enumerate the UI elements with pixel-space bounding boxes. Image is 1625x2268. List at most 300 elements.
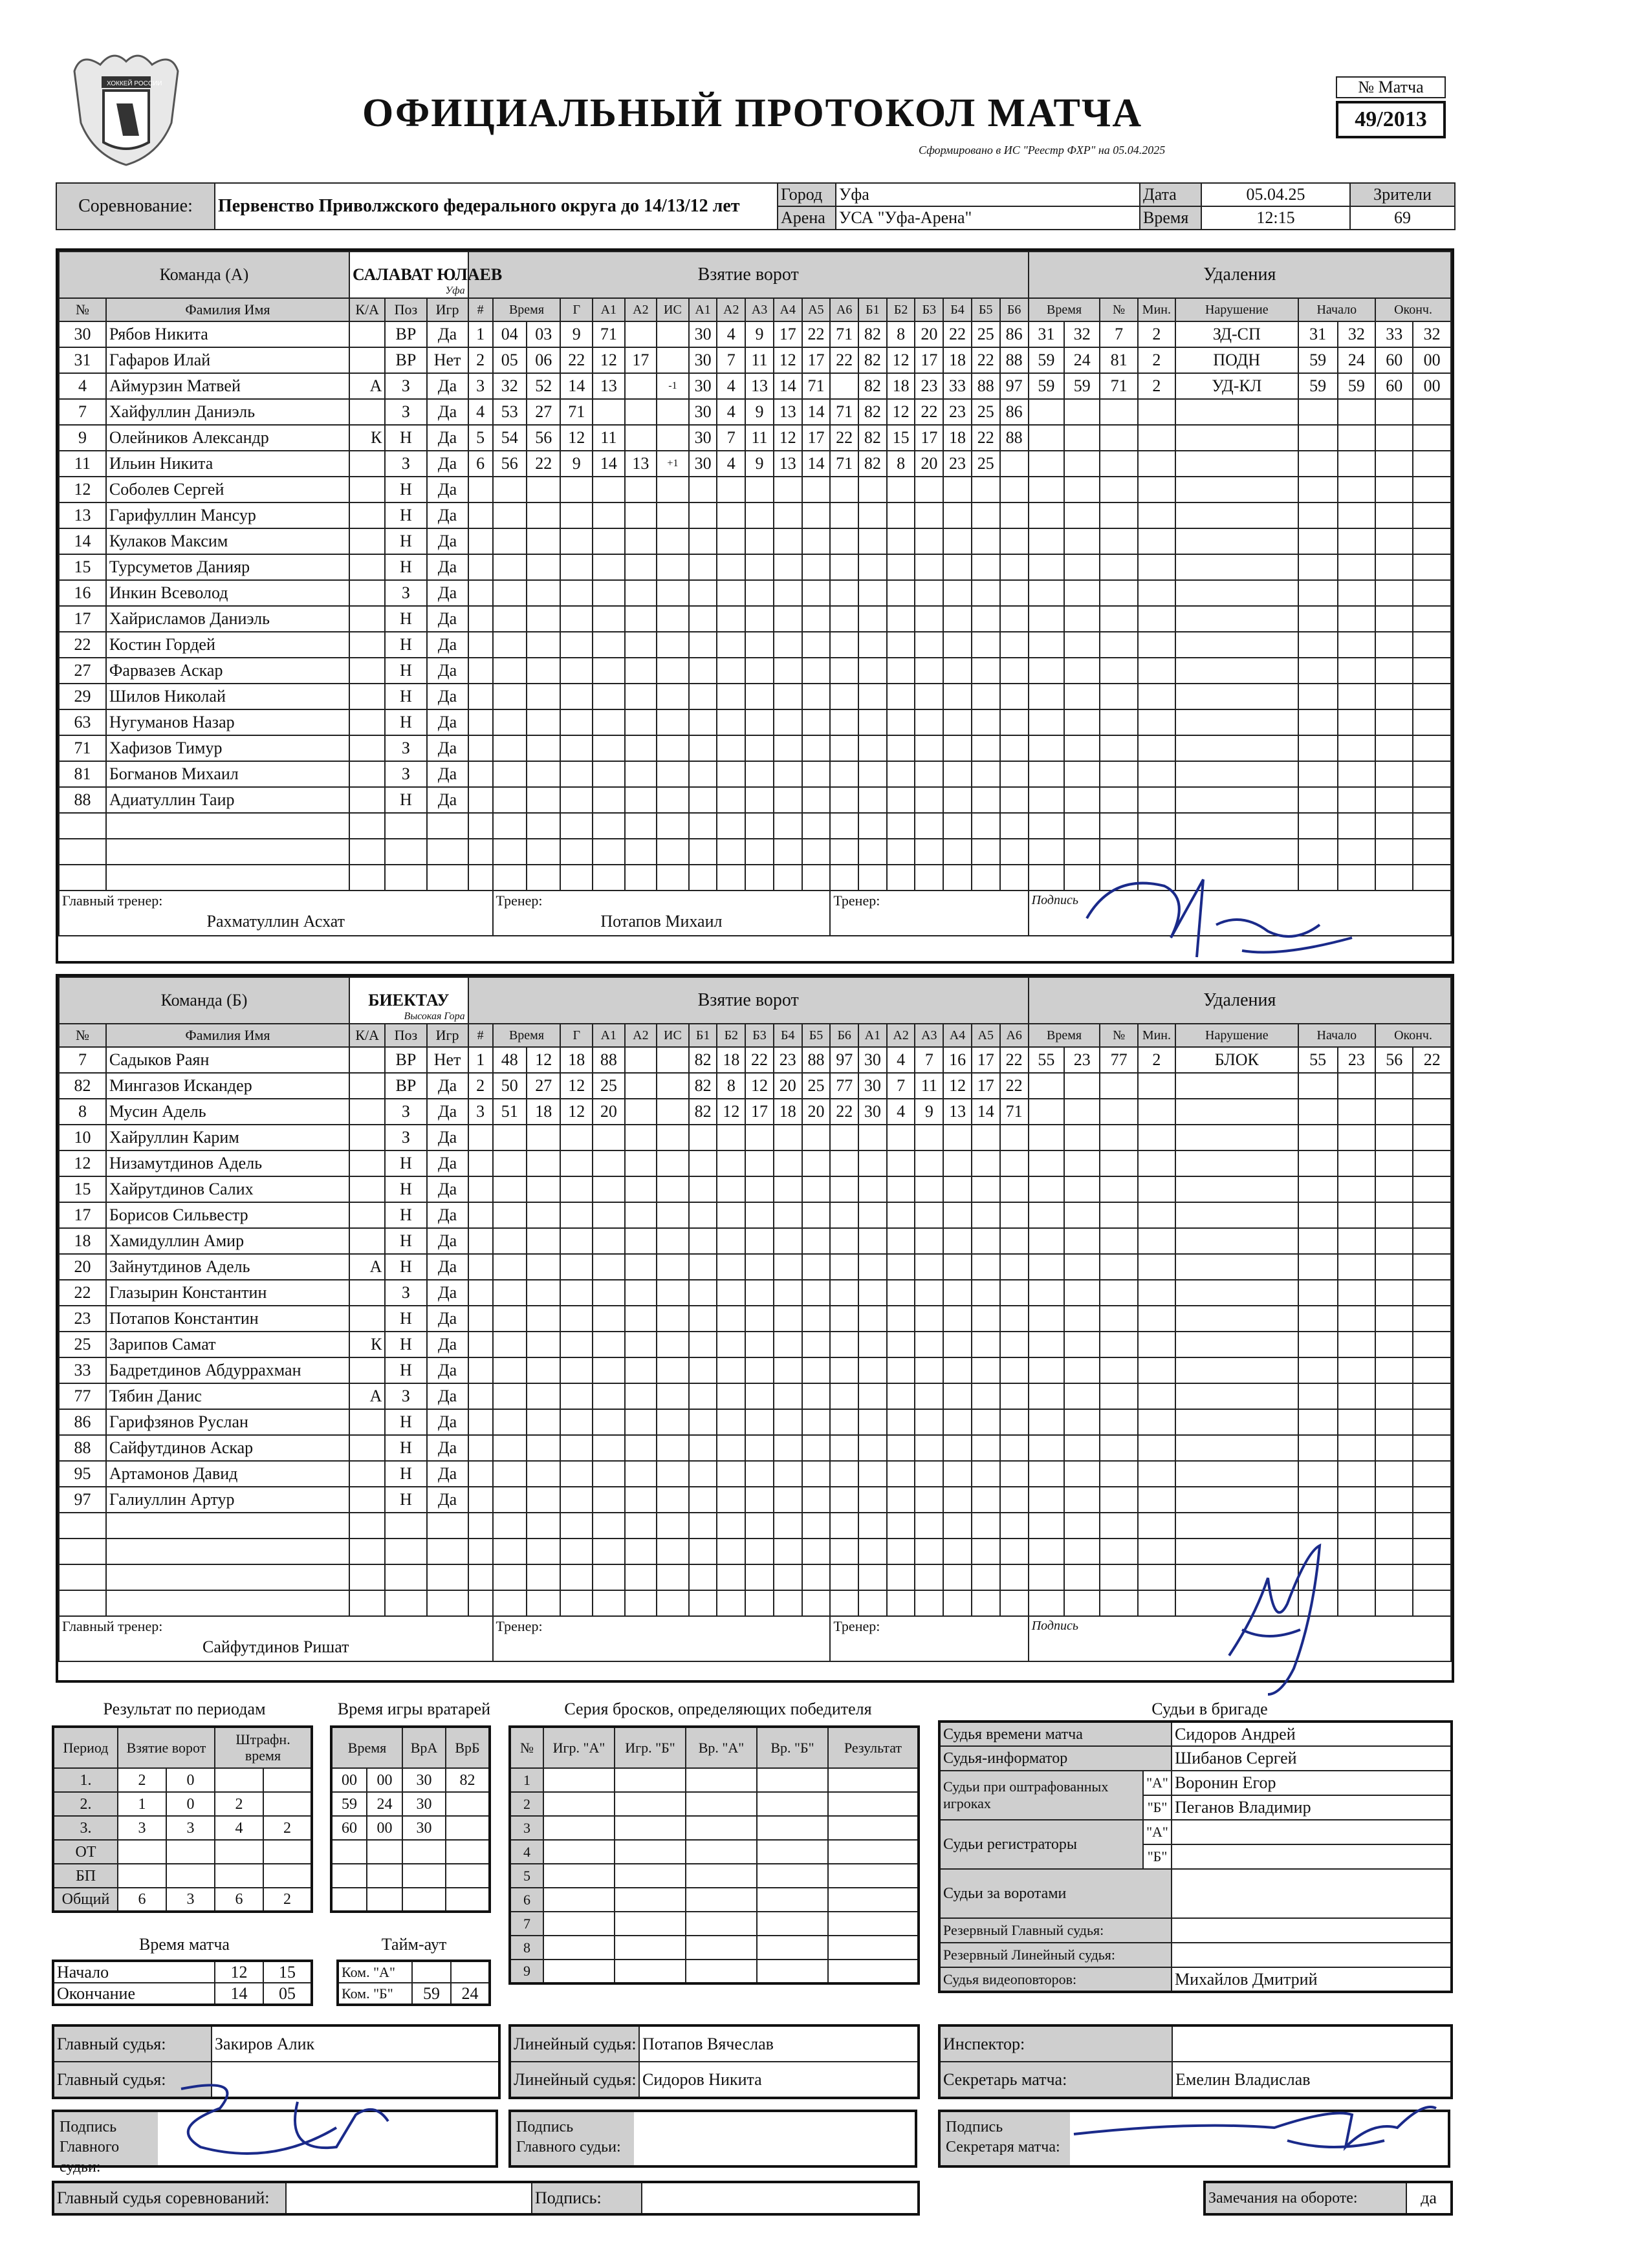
goal-cell: [1000, 1176, 1029, 1202]
player-number: 18: [59, 1228, 106, 1254]
player-played: Да: [427, 735, 468, 761]
team_a-col-onice: А2: [717, 298, 745, 321]
goal-cell: [560, 1280, 593, 1306]
goal-cell: [689, 580, 717, 606]
goal-cell: [527, 735, 560, 761]
player-name: Мингазов Искандер: [106, 1073, 349, 1099]
results-col-goals: Взятие ворот: [118, 1727, 215, 1768]
goal-cell: [830, 1539, 858, 1564]
goal-cell: [689, 684, 717, 709]
goal-cell: [830, 580, 858, 606]
goal-cell: 30: [858, 1099, 887, 1125]
goal-cell: [625, 321, 657, 347]
goal-cell: [493, 580, 527, 606]
goal-cell: [493, 839, 527, 865]
goal-cell: 22: [830, 347, 858, 373]
player-number: 4: [59, 373, 106, 399]
player-captain: [349, 399, 385, 425]
goal-cell: 13: [625, 451, 657, 477]
penalty-cell: [1298, 1383, 1338, 1409]
shootout-row: [510, 1936, 919, 1960]
goal-cell: [915, 1228, 943, 1254]
player-name: Глазырин Константин: [106, 1280, 349, 1306]
penalty-cell: [1100, 1590, 1137, 1616]
player-played: Да: [427, 321, 468, 347]
penalty-cell: [1138, 1487, 1175, 1513]
goal-cell: [657, 658, 689, 684]
goal-cell: [972, 1513, 1000, 1539]
goal-cell: [745, 709, 774, 735]
team_a-col-is: ИС: [657, 298, 689, 321]
goal-cell: [830, 865, 858, 891]
line-ref-sig-label: Подпись Главного судьи:: [511, 2112, 634, 2165]
results-cell: 3: [166, 1816, 215, 1840]
goal-cell: [560, 709, 593, 735]
penalty-cell: [1064, 1487, 1100, 1513]
bottom-sig-value: [642, 2182, 919, 2214]
goal-cell: [887, 735, 915, 761]
goal-cell: [593, 839, 625, 865]
penalty-cell: [1175, 1306, 1298, 1332]
goal-cell: 12: [527, 1047, 560, 1073]
goal-cell: 17: [802, 425, 831, 451]
goal-cell: 33: [943, 373, 972, 399]
goal-cell: [887, 1383, 915, 1409]
goal-cell: [717, 1306, 745, 1332]
player-position: Н: [385, 425, 426, 451]
goal-cell: [745, 1150, 774, 1176]
penalty-cell: [1338, 684, 1375, 709]
goal-cell: [972, 580, 1000, 606]
penalty-cell: [1029, 1590, 1064, 1616]
team-a-section: [56, 248, 1454, 964]
goal-cell: [858, 477, 887, 502]
player-position: Н: [385, 632, 426, 658]
goal-cell: [527, 528, 560, 554]
goal-cell: [560, 528, 593, 554]
penalty-cell: [1175, 528, 1298, 554]
penalty-cell: [1175, 554, 1298, 580]
player-name: Аймурзин Матвей: [106, 373, 349, 399]
player-number: 71: [59, 735, 106, 761]
goal-cell: [657, 1306, 689, 1332]
penalty-cell: [1138, 425, 1175, 451]
penalty-cell: [1413, 528, 1451, 554]
player-name: Ильин Никита: [106, 451, 349, 477]
goal-cell: [887, 813, 915, 839]
goal-cell: 16: [943, 1047, 972, 1073]
penalty-cell: [1413, 1383, 1451, 1409]
penalty-cell: [1029, 1306, 1064, 1332]
goalies-cell: [402, 1840, 446, 1864]
goal-cell: [560, 1254, 593, 1280]
goal-cell: 4: [717, 321, 745, 347]
goal-cell: [468, 761, 493, 787]
goal-cell: [887, 1306, 915, 1332]
goal-cell: [468, 554, 493, 580]
team_b-goals-header: Взятие ворот: [468, 977, 1029, 1024]
team_a-coach-cell: [493, 891, 831, 936]
goal-cell: [493, 1590, 527, 1616]
goal-cell: [943, 1461, 972, 1487]
results-cell: 3.: [53, 1816, 118, 1840]
goal-cell: [493, 1383, 527, 1409]
goal-cell: 17: [915, 347, 943, 373]
penalty-cell: [1175, 632, 1298, 658]
goal-cell: [468, 709, 493, 735]
player-name: Кулаков Максим: [106, 528, 349, 554]
goal-cell: 11: [745, 425, 774, 451]
goal-cell: [858, 1564, 887, 1590]
goal-cell: [527, 1306, 560, 1332]
goal-cell: [887, 1590, 915, 1616]
player-name: Мусин Адель: [106, 1099, 349, 1125]
goal-cell: 7: [717, 347, 745, 373]
coach-b-signature: [1216, 1539, 1346, 1707]
team_a-col-igr: Игр: [427, 298, 468, 321]
penalty-cell: [1100, 477, 1137, 502]
team_b-col-onice: А6: [1000, 1024, 1029, 1047]
penalty-cell: [1064, 787, 1100, 813]
results-cell: [263, 1792, 312, 1816]
shootout-row: [510, 1912, 919, 1936]
goal-cell: [593, 1357, 625, 1383]
penalty-cell: [1064, 1202, 1100, 1228]
penalty-cell: [1338, 1073, 1375, 1099]
goal-cell: 88: [1000, 347, 1029, 373]
goal-cell: [943, 1590, 972, 1616]
penalty-cell: [1138, 1125, 1175, 1150]
penalty-cell: [1338, 1487, 1375, 1513]
results-cell: 0: [166, 1768, 215, 1792]
penalty-cell: [1029, 684, 1064, 709]
goal-cell: [972, 761, 1000, 787]
goal-cell: [657, 528, 689, 554]
goal-cell: [745, 1539, 774, 1564]
penalty-cell: [1298, 1461, 1338, 1487]
goal-cell: [830, 1306, 858, 1332]
goal-cell: [1000, 1435, 1029, 1461]
goal-cell: 25: [802, 1073, 831, 1099]
player-played: Да: [427, 502, 468, 528]
team_a-head-coach: Рахматуллин Асхат: [206, 912, 345, 931]
goal-cell: [625, 735, 657, 761]
goal-cell: [774, 1228, 802, 1254]
goal-cell: [493, 684, 527, 709]
penalty-cell: [1029, 709, 1064, 735]
player-number: 33: [59, 1357, 106, 1383]
remarks-value: да: [1406, 2182, 1452, 2214]
results-row: [53, 1816, 312, 1840]
penalty-cell: [1138, 1150, 1175, 1176]
goal-cell: [468, 839, 493, 865]
player-name: Зарипов Самат: [106, 1332, 349, 1357]
goal-cell: [560, 787, 593, 813]
goal-cell: [689, 839, 717, 865]
penalty-cell: [1413, 1254, 1451, 1280]
goal-cell: [657, 399, 689, 425]
goal-cell: [774, 606, 802, 632]
goal-cell: [887, 684, 915, 709]
penalty-cell: [1175, 1409, 1298, 1435]
player-captain: [349, 1228, 385, 1254]
goal-cell: [745, 761, 774, 787]
goal-cell: 82: [858, 321, 887, 347]
goal-cell: [915, 554, 943, 580]
penalty-cell: [1064, 502, 1100, 528]
goal-cell: [915, 528, 943, 554]
goal-cell: [858, 1202, 887, 1228]
goal-cell: 30: [689, 451, 717, 477]
goal-cell: [657, 321, 689, 347]
goal-cell: [802, 658, 831, 684]
player-number: 14: [59, 528, 106, 554]
penalty-cell: [1100, 1564, 1137, 1590]
player-position: Н: [385, 1228, 426, 1254]
results-cell: 2: [263, 1888, 312, 1912]
results-cell: [166, 1864, 215, 1888]
penalty-cell: [1375, 1099, 1413, 1125]
penalty-cell: [1298, 684, 1338, 709]
team_b-col-onice: А4: [943, 1024, 972, 1047]
goalies-cell: 60: [331, 1816, 367, 1840]
results-cell: 2: [118, 1768, 166, 1792]
goal-cell: [657, 347, 689, 373]
penalty-cell: [1375, 1202, 1413, 1228]
player-name: Гарифуллин Мансур: [106, 502, 349, 528]
penalty-cell: [1138, 632, 1175, 658]
penalty-cell: [1413, 1125, 1451, 1150]
goal-cell: [593, 1332, 625, 1357]
goal-cell: [689, 554, 717, 580]
goal-cell: [468, 1176, 493, 1202]
goal-cell: [858, 580, 887, 606]
goal-cell: 25: [593, 1073, 625, 1099]
goal-cell: [915, 1357, 943, 1383]
goal-cell: 7: [887, 1073, 915, 1099]
penalty-cell: [1298, 528, 1338, 554]
team_b-col-pmin: Мин.: [1138, 1024, 1175, 1047]
goal-cell: 82: [858, 373, 887, 399]
penalty-cell: [1064, 735, 1100, 761]
player-position: З: [385, 1099, 426, 1125]
goal-cell: [774, 1125, 802, 1150]
goal-cell: [1000, 787, 1029, 813]
line-ref-label-2: Линейный судья:: [510, 2062, 639, 2098]
goal-cell: [468, 1357, 493, 1383]
goal-cell: [527, 1435, 560, 1461]
goal-cell: [717, 1435, 745, 1461]
goal-cell: 2: [468, 1073, 493, 1099]
goal-cell: [625, 477, 657, 502]
goal-cell: [657, 1125, 689, 1150]
team_b-col-pstart: Начало: [1298, 1024, 1376, 1047]
penalty-cell: УД-КЛ: [1175, 373, 1298, 399]
penalty-cell: [1175, 1254, 1298, 1280]
goal-cell: [689, 1409, 717, 1435]
goal-cell: 30: [689, 373, 717, 399]
goal-cell: 17: [972, 1047, 1000, 1073]
goal-cell: [830, 787, 858, 813]
penalty-cell: [1375, 787, 1413, 813]
goal-cell: [468, 1590, 493, 1616]
goal-cell: [943, 1150, 972, 1176]
penalty-cell: [1064, 1125, 1100, 1150]
penalty-cell: [1298, 632, 1338, 658]
goal-cell: 3: [468, 1099, 493, 1125]
goal-cell: [774, 1306, 802, 1332]
penalty-cell: [1298, 1357, 1338, 1383]
shootout-row-num: 3: [510, 1816, 543, 1840]
goalies-col-b: ВрБ: [446, 1727, 490, 1768]
reserve-main: [1172, 1918, 1452, 1943]
player-name: Хайфуллин Даниэль: [106, 399, 349, 425]
goal-cell: [745, 735, 774, 761]
goal-cell: [493, 658, 527, 684]
penalty-cell: [1375, 632, 1413, 658]
goal-cell: [830, 1357, 858, 1383]
penalty-cell: [1029, 1280, 1064, 1306]
goal-cell: [943, 1202, 972, 1228]
goal-cell: [657, 1383, 689, 1409]
goal-cell: 20: [915, 451, 943, 477]
goal-cell: [593, 1564, 625, 1590]
player-played: Да: [427, 373, 468, 399]
team_b-col-onice: А1: [858, 1024, 887, 1047]
goal-cell: [625, 632, 657, 658]
goal-cell: 14: [972, 1099, 1000, 1125]
goal-cell: [560, 1125, 593, 1150]
player-position: Н: [385, 1176, 426, 1202]
player-name: Инкин Всеволод: [106, 580, 349, 606]
penalty-cell: [1298, 735, 1338, 761]
penalty-cell: [1298, 1487, 1338, 1513]
goal-cell: [858, 1539, 887, 1564]
goalies-cell: 59: [331, 1792, 367, 1816]
team_b-player-row: [59, 1254, 1451, 1280]
goal-cell: 17: [625, 347, 657, 373]
goalies-cell: [446, 1816, 490, 1840]
goal-cell: [943, 839, 972, 865]
goalies-row: [331, 1792, 490, 1816]
penalty-cell: [1064, 1150, 1100, 1176]
penalty-cell: [1175, 477, 1298, 502]
goal-cell: [717, 839, 745, 865]
penalty-cell: 31: [1298, 321, 1338, 347]
reserve-line-label: Резервный Линейный судья:: [939, 1943, 1172, 1967]
pb-b-label: "Б": [1143, 1795, 1172, 1820]
goal-cell: [657, 1539, 689, 1564]
team_a-col-g: Г: [560, 298, 593, 321]
goal-cell: 22: [830, 425, 858, 451]
penalty-cell: [1100, 606, 1137, 632]
goal-cell: [625, 813, 657, 839]
goal-cell: [745, 502, 774, 528]
player-number: 82: [59, 1073, 106, 1099]
goal-cell: [830, 606, 858, 632]
goal-cell: [858, 1513, 887, 1539]
player-played: Да: [427, 1461, 468, 1487]
end-label: Окончание: [53, 1983, 215, 2005]
goal-cell: 18: [527, 1099, 560, 1125]
penalty-cell: [1029, 1125, 1064, 1150]
team_a-col-onice: Б6: [1000, 298, 1029, 321]
penalty-cell: [1375, 1280, 1413, 1306]
team_a-player-row: [59, 528, 1451, 554]
player-name: Адиатуллин Таир: [106, 787, 349, 813]
goal-cell: [468, 1306, 493, 1332]
player-name: Шилов Николай: [106, 684, 349, 709]
penalty-cell: [1064, 684, 1100, 709]
player-position: Н: [385, 1435, 426, 1461]
goal-cell: [493, 1176, 527, 1202]
goal-cell: [468, 1202, 493, 1228]
brigade-table: [938, 1720, 1453, 1993]
goal-cell: [657, 1099, 689, 1125]
goal-cell: [717, 761, 745, 787]
results-cell: 3: [166, 1888, 215, 1912]
secretary-label: Секретарь матча:: [939, 2062, 1172, 2098]
team_b-player-row: [59, 1125, 1451, 1150]
goal-cell: [1000, 1228, 1029, 1254]
goal-cell: [593, 813, 625, 839]
penalty-cell: [1338, 1125, 1375, 1150]
penalty-cell: [1338, 658, 1375, 684]
goal-cell: [915, 735, 943, 761]
team_a-col-onice: Б2: [887, 298, 915, 321]
penalty-cell: [1064, 425, 1100, 451]
goal-cell: [468, 1254, 493, 1280]
goal-cell: 71: [1000, 1099, 1029, 1125]
goal-cell: [657, 813, 689, 839]
goal-cell: [527, 1332, 560, 1357]
goal-cell: [657, 632, 689, 658]
penalty-cell: [1100, 709, 1137, 735]
goal-cell: [972, 502, 1000, 528]
goal-cell: [745, 606, 774, 632]
player-position: Н: [385, 1357, 426, 1383]
player-captain: [349, 1125, 385, 1150]
goal-cell: 7: [915, 1047, 943, 1073]
goal-cell: 1: [468, 1047, 493, 1073]
penalty-cell: [1298, 1409, 1338, 1435]
goal-cell: [657, 502, 689, 528]
player-position: Н: [385, 658, 426, 684]
player-captain: [349, 632, 385, 658]
goal-cell: [657, 865, 689, 891]
player-name: Хафизов Тимур: [106, 735, 349, 761]
team_b-col-onice: Б1: [689, 1024, 717, 1047]
player-captain: [349, 502, 385, 528]
goal-cell: [689, 1254, 717, 1280]
goal-cell: [915, 658, 943, 684]
goal-cell: 27: [527, 399, 560, 425]
penalty-cell: [1175, 1176, 1298, 1202]
penalty-cell: [1064, 1564, 1100, 1590]
goal-cell: [972, 735, 1000, 761]
goal-cell: [915, 1254, 943, 1280]
remarks-label: Замечания на обороте:: [1205, 2182, 1406, 2214]
penalty-cell: [1029, 865, 1064, 891]
penalty-cell: 33: [1375, 321, 1413, 347]
goal-cell: [468, 477, 493, 502]
team_b-player-row: [59, 1176, 1451, 1202]
results-cell: 2: [215, 1792, 263, 1816]
goal-cell: 97: [1000, 373, 1029, 399]
goal-cell: 18: [717, 1047, 745, 1073]
penalty-cell: [1100, 425, 1137, 451]
goalies-table: [330, 1725, 491, 1913]
